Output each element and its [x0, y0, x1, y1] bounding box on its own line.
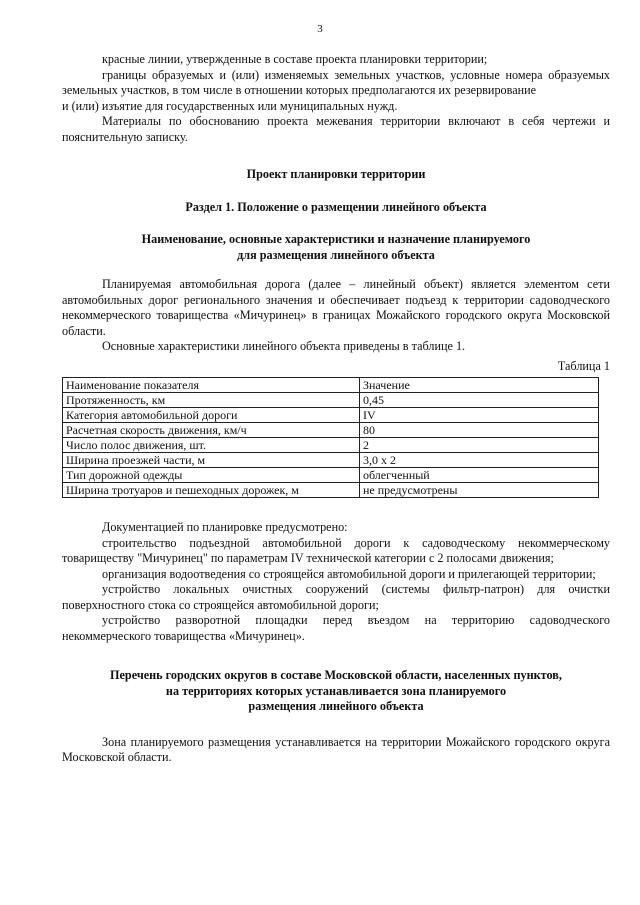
- table-caption: Таблица 1: [557, 358, 610, 373]
- intro-paragraph-land-boundaries: границы образуемых и (или) изменяемых земельных участков, условные номера образуемых земельных участков, в том числе в отношении которых предполагаются их резервирование: [62, 67, 610, 97]
- documentation-item-treatment: устройство локальных очистных сооружений (системы фильтр-патрон) для очистки поверхностного стока со строящейся автомобильной дороги;: [62, 582, 610, 612]
- table-row: [63, 453, 599, 468]
- heading-object-name-line-1: Наименование, основные характеристики и назначение планируемого: [141, 232, 531, 246]
- heading-municipalities-line-3: размещения линейного объекта: [248, 699, 424, 713]
- table-header-cell: Наименование показателя: [63, 378, 360, 393]
- documentation-block: [62, 520, 610, 644]
- heading-municipalities-line-2: на территориях которых устанавливается зона планируемого: [165, 683, 507, 698]
- table-row: [63, 423, 599, 438]
- documentation-item-drainage: организация водоотведения со строящейся автомобильной дороги и прилегающей территории;: [102, 566, 596, 581]
- documentation-item-turnaround: устройство разворотной площадки перед въездом на территорию садоводческого некоммерческого товарищества «Мичуринец».: [62, 613, 610, 643]
- table-row: [63, 468, 599, 483]
- table-cell-value: 3,0 х 2: [360, 453, 599, 468]
- description-paragraph: Планируемая автомобильная дорога (далее – линейный объект) является элементом сети автомобильных дорог регионального значения и обеспечивает подъезд к территории садоводческого некоммерческого товарищества «Мичуринец» в границах Можайского городского округа Московской области.: [62, 277, 610, 338]
- heading-project: Проект планировки территории: [246, 167, 426, 181]
- heading-object-name-line-2: для размещения линейного объекта: [237, 247, 435, 262]
- heading-object-name: [62, 232, 610, 263]
- table-cell-parameter: Ширина тротуаров и пешеходных дорожек, м: [63, 483, 360, 498]
- table-cell-value: облегченный: [360, 468, 599, 483]
- page-number: 3: [317, 23, 323, 35]
- table-cell-parameter: Ширина проезжей части, м: [63, 453, 360, 468]
- table-cell-parameter: Тип дорожной одежды: [63, 468, 360, 483]
- table-cell-value: 2: [360, 438, 599, 453]
- table-header-cell: Значение: [360, 378, 599, 393]
- table-cell-parameter: Категория автомобильной дороги: [63, 408, 360, 423]
- table-cell-parameter: Число полос движения, шт.: [63, 438, 360, 453]
- table-cell-value: IV: [360, 408, 599, 423]
- table-row: [63, 393, 599, 408]
- heading-section-1: Раздел 1. Положение о размещении линейного объекта: [185, 199, 487, 214]
- intro-paragraph-red-lines: красные линии, утвержденные в составе проекта планировки территории;: [102, 52, 488, 66]
- characteristics-table: [62, 377, 599, 498]
- page-content: [62, 52, 610, 766]
- table-cell-value: 80: [360, 423, 599, 438]
- table-row: [63, 438, 599, 453]
- table-cell-value: не предусмотрены: [360, 483, 599, 498]
- table-cell-parameter: Протяженность, км: [63, 393, 360, 408]
- table-cell-value: 0,45: [360, 393, 599, 408]
- table-row: [63, 483, 599, 498]
- documentation-intro: Документацией по планировке предусмотрено:: [102, 520, 348, 534]
- table-reference-paragraph: Основные характеристики линейного объекта приведены в таблице 1.: [102, 339, 466, 353]
- heading-municipalities: [62, 668, 610, 715]
- heading-municipalities-line-1: Перечень городских округов в составе Московской области, населенных пунктов,: [110, 668, 562, 682]
- intro-paragraph-withdrawal: и (или) изъятие для государственных или муниципальных нужд.: [62, 98, 398, 113]
- documentation-item-road-construction: строительство подъездной автомобильной дороги к садоводческому некоммерческому товариществу "Мичуринец" по параметрам IV технической категории с 2 полосами движения;: [62, 535, 610, 565]
- final-paragraph: Зона планируемого размещения устанавливается на территории Можайского городского округа Московской области.: [62, 734, 610, 764]
- table-row: [63, 408, 599, 423]
- table-cell-parameter: Расчетная скорость движения, км/ч: [63, 423, 360, 438]
- table-header-row: [63, 378, 599, 393]
- intro-paragraph-materials: Материалы по обоснованию проекта межевания территории включают в себя чертежи и пояснительную записку.: [62, 114, 610, 144]
